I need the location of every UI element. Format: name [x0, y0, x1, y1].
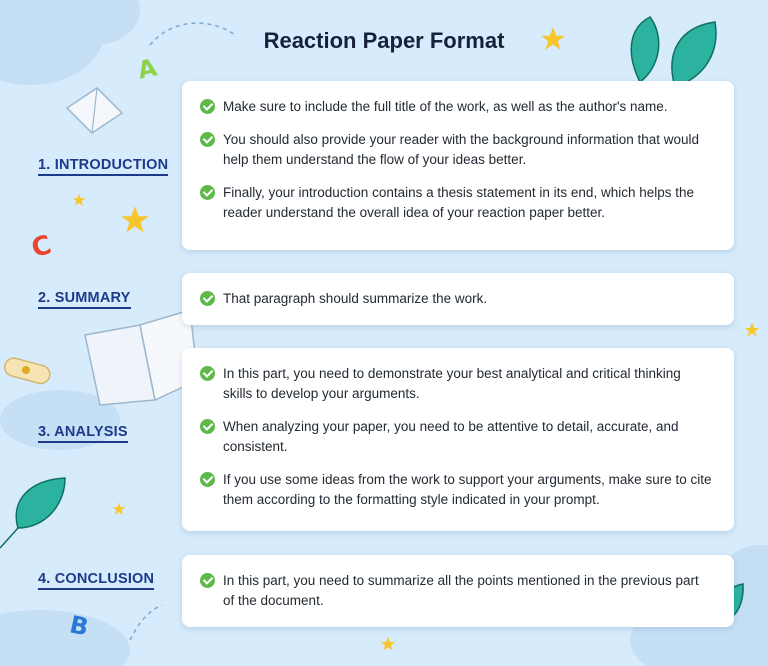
- list-item-text: If you use some ideas from the work to support your arguments, make sure to cite them according to the formatting style indicated in your prompt.: [223, 472, 712, 507]
- list-item-text: Finally, your introduction contains a thesis statement in its end, which helps the reader understand the overall idea of your reaction paper better.: [223, 185, 694, 220]
- checkmark-icon: [200, 419, 215, 434]
- checkmark-icon: [200, 132, 215, 147]
- letter-a-icon: A: [135, 53, 160, 85]
- star-icon: [112, 502, 126, 516]
- section-heading-summary: 2. SUMMARY: [38, 290, 131, 309]
- list-item: [200, 183, 712, 223]
- book-icon: [62, 78, 132, 138]
- list-item-text: In this part, you need to summarize all the points mentioned in the previous part of the document.: [223, 573, 699, 608]
- list-item: [200, 130, 712, 170]
- scroll-icon: [0, 352, 56, 392]
- checkmark-icon: [200, 291, 215, 306]
- star-icon: [120, 205, 150, 235]
- summary-card: [182, 273, 734, 325]
- letter-b-icon: B: [67, 610, 92, 642]
- list-item: [200, 97, 712, 117]
- star-icon: [72, 193, 86, 207]
- introduction-card: [182, 81, 734, 250]
- leaf-icon: [0, 470, 75, 550]
- star-icon: [744, 322, 760, 338]
- list-item-text: In this part, you need to demonstrate your best analytical and critical thinking skills to develop your arguments.: [223, 366, 681, 401]
- page-title: Reaction Paper Format: [263, 28, 505, 53]
- conclusion-card: [182, 555, 734, 627]
- checkmark-icon: [200, 185, 215, 200]
- analysis-card: [182, 348, 734, 531]
- checkmark-icon: [200, 472, 215, 487]
- checkmark-icon: [200, 366, 215, 381]
- section-heading-conclusion: 4. CONCLUSION: [38, 571, 154, 590]
- list-item: [200, 470, 712, 510]
- list-item-text: That paragraph should summarize the work.: [223, 291, 488, 306]
- list-item-text: Make sure to include the full title of the work, as well as the author's name.: [223, 99, 668, 114]
- letter-c-icon: C: [28, 230, 55, 264]
- list-item: [200, 289, 712, 309]
- section-heading-introduction: 1. INTRODUCTION: [38, 157, 168, 176]
- section-heading-analysis: 3. ANALYSIS: [38, 424, 128, 443]
- list-item: [200, 571, 712, 611]
- checkmark-icon: [200, 573, 215, 588]
- checkmark-icon: [200, 99, 215, 114]
- list-item: [200, 417, 712, 457]
- list-item-text: You should also provide your reader with the background information that would help them understand the flow of your ideas better.: [223, 132, 700, 167]
- list-item: [200, 364, 712, 404]
- star-icon: [380, 636, 396, 652]
- list-item-text: When analyzing your paper, you need to be attentive to detail, accurate, and consistent.: [223, 419, 679, 454]
